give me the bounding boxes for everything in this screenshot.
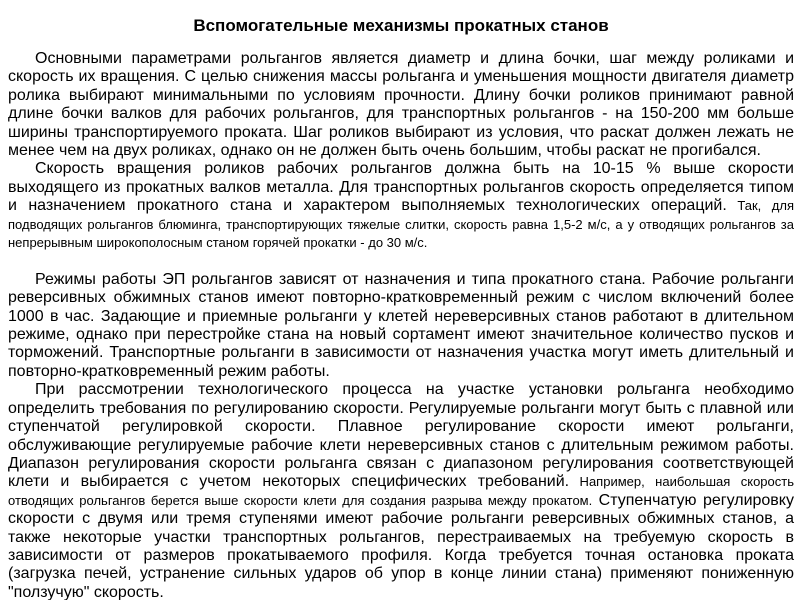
text-segment-normal: Ступенчатую регулировку скорости с двумя или тремя ступенями имеют рабочие рольганги реверсивных обжимных станов, а также некоторые участки транспортных рольгангов, перестраиваемых на требуемую скорость в зависимости от размеров прокатываемого профиля. Когда требуется точная остановка проката (загрузка печей, устранение сильных ударов об упор в конце линии стана) применяют пониженную "ползучую" скорость.: [8, 491, 794, 600]
body-text: [8, 50, 794, 600]
text-segment-normal: Основными параметрами рольгангов является диаметр и длина бочки, шаг между роликами и скорость их вращения. С целью снижения массы рольганга и уменьшения мощности двигателя диаметр ролика выбирают минимальными по условиям прочности. Длину бочки роликов принимают равной длине бочки валков для рабочих рольгангов, для транспортных рольгангов - на 150-200 мм больше ширины транспортируемого проката. Шаг роликов выбирают из условия, что раскат должен лежать не менее чем на двух роликах, однако он не должен быть очень большим, чтобы раскат не прогибался.: [8, 50, 794, 160]
text-segment-normal: При рассмотрении технологического процесса на участке установки рольганга необходимо определить требования по регулированию скорости. Регулируемые рольганги могут быть с плавной или ступенчатой регулировкой скорости. Плавное регулирование скорости имеют рольганги, обслуживающие регулируемые рабочие клети нереверсивных станов с длительным режимом работы. Диапазон регулирования скорости рольганга связан с диапазоном регулирования соответствующей клети и выбирается с учетом некоторых специфических требований.: [8, 381, 794, 491]
page-title: Вспомогательные механизмы прокатных станов: [193, 16, 609, 35]
text-segment-small: Так, для подводящих рольгангов блюминга, транспортирующих тяжелые слитки, скорость равна 1,5-2 м/с, а у отводящих рольгангов за непрерывным широкополосным станом горячей прокатки - до 30 м/с.: [8, 198, 794, 251]
paragraph: [8, 381, 794, 600]
text-segment-normal: Режимы работы ЭП рольгангов зависят от назначения и типа прокатного стана. Рабочие рольганги реверсивных обжимных станов имеют повторно-кратковременный режим с числом включений более 1000 в час. Задающие и приемные рольганги у клетей нереверсивных станов работают в длительном режиме, однако при перестройке стана на новый сортамент имеют значительное количество пусков и торможений. Транспортные рольганги в зависимости от назначения участка могут иметь длительный и повторно-кратковременный режим работы.: [8, 270, 794, 380]
paragraph: [8, 160, 794, 252]
paragraph: [8, 50, 794, 160]
paragraph: [8, 271, 794, 381]
text-segment-normal: Скорость вращения роликов рабочих рольгангов должна быть на 10-15 % выше скорости выходящего из прокатных валков металла. Для транспортных рольгангов скорость определяется типом и назначением прокатного стана и характером выполняемых технологических операций.: [8, 160, 794, 215]
text-segment-small: Например, наибольшая скорость отводящих рольгангов берется выше скорости клети для создания разрыва между прокатом.: [8, 474, 794, 508]
